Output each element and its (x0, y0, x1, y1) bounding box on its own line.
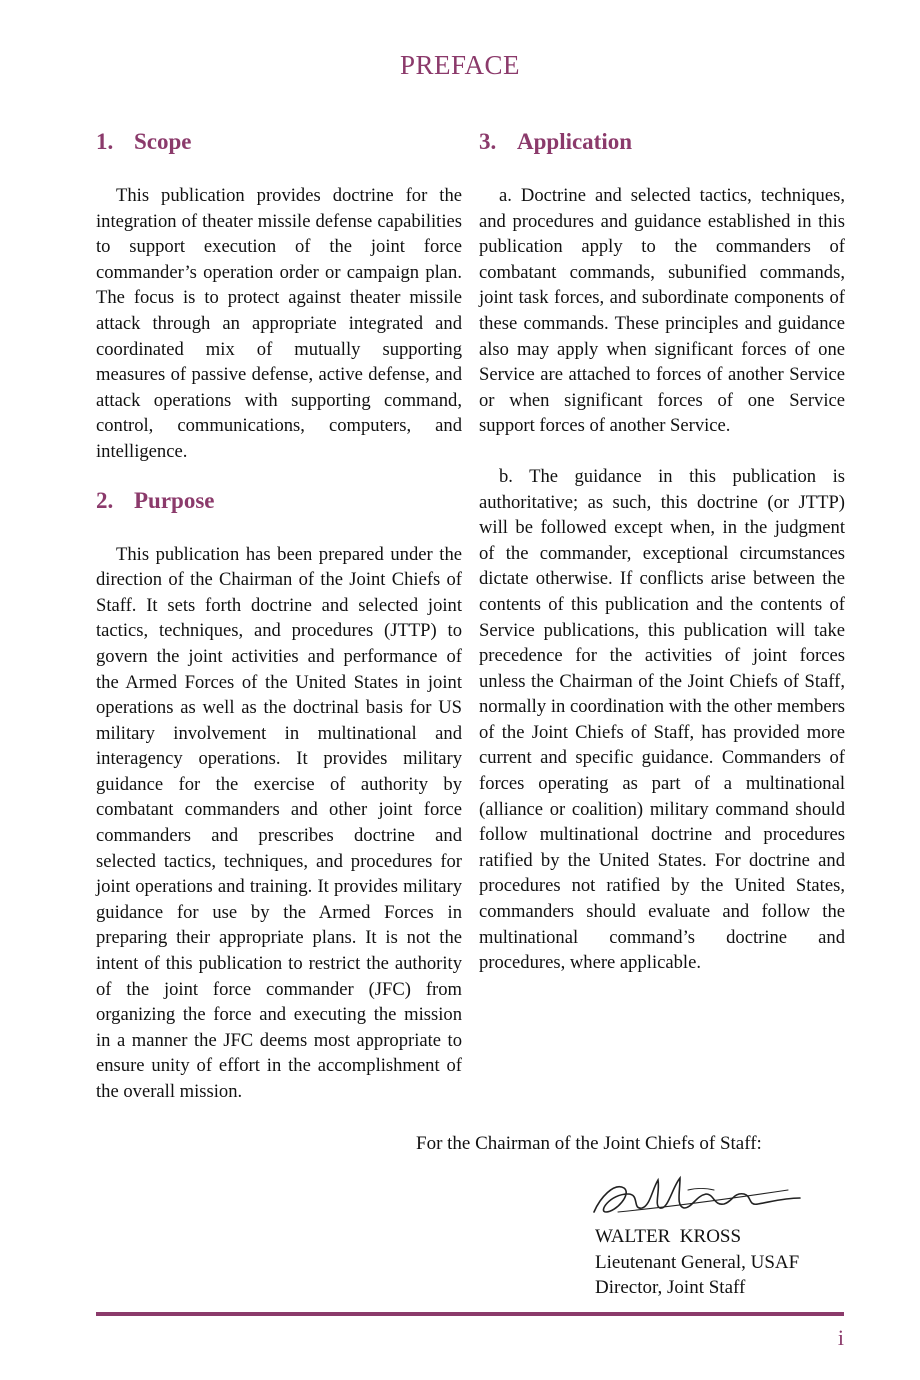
application-paragraph-a: a. Doctrine and selected tactics, techniques, and procedures and guidance established in this publication apply to the commanders of combatant commands, subunified commands, joint task forces, and subordinate components of these commands. These principles and guidance also may apply when significant forces of one Service are attached to forces of another Service or when significant forces of one Service support forces of another Service. (479, 185, 845, 437)
section-number: 2. (96, 487, 114, 513)
section-number: 3. (479, 129, 497, 154)
page-number: i (837, 1325, 844, 1350)
signature-block (595, 1224, 799, 1301)
right-column (479, 128, 845, 976)
signer-position: Director, Joint Staff (595, 1277, 746, 1298)
closing-line: For the Chairman of the Joint Chiefs of Staff: (416, 1133, 762, 1154)
signer-name: WALTER KROSS (595, 1226, 742, 1247)
page-title: PREFACE (399, 50, 521, 80)
section-heading-scope (96, 128, 462, 156)
application-paragraph-b: b. The guidance in this publication is authoritative; as such, this doctrine (or JTTP) will be followed except when, in the judgment of the commander, exceptional circumstances dictate otherwise. If conflicts arise between the contents of this publication and the contents of Service publications, this publication will take precedence for the activities of joint forces unless the Chairman of the Joint Chiefs of Staff, normally in coordination with the other members of the Joint Chiefs of Staff, has provided more current and specific guidance. Commanders of forces operating as part of a multinational (alliance or coalition) military command should follow multinational doctrine and procedures ratified by the United States. For doctrine and procedures not ratified by the United States, commanders should evaluate and follow the multinational command’s doctrine and procedures, where applicable. (479, 465, 845, 974)
section-title: Purpose (134, 487, 215, 513)
section-number: 1. (96, 129, 114, 154)
section-title: Scope (134, 129, 192, 154)
purpose-paragraph: This publication has been prepared under the direction of the Chairman of the Joint Chiefs of Staff. It sets forth doctrine and selected joint tactics, techniques, and procedures (JTTP) to govern the joint activities and performance of the Armed Forces of the United States in joint operations as well as the doctrinal basis for US military involvement in multinational and interagency operations. It provides military guidance for the exercise of authority by combatant commanders and other joint force commanders and prescribes doctrine and selected tactics, techniques, and procedures for joint operations and training. It provides military guidance for use by the Armed Forces in preparing their appropriate plans. It is not the intent of this publication to restrict the authority of the joint force commander (JFC) from organizing the force and executing the mission in a manner the JFC deems most appropriate to ensure unity of effort in the accomplishment of the overall mission. (96, 543, 462, 1102)
section-heading-purpose (96, 487, 462, 515)
section-title: Application (517, 129, 633, 154)
signer-rank: Lieutenant General, USAF (595, 1251, 800, 1273)
left-column (96, 128, 462, 1105)
scope-paragraph: This publication provides doctrine for the integration of theater missile defense capabilities to support execution of the joint force commander’s operation order or campaign plan. The focus is to protect against theater missile attack through an appropriate integrated and coordinated mix of mutually supporting measures of passive defense, active defense, and attack operations with supporting command, control, communications, computers, and intelligence. (96, 185, 462, 462)
footer-rule (96, 1312, 844, 1316)
section-heading-application (479, 128, 845, 156)
signature-icon (588, 1168, 808, 1224)
